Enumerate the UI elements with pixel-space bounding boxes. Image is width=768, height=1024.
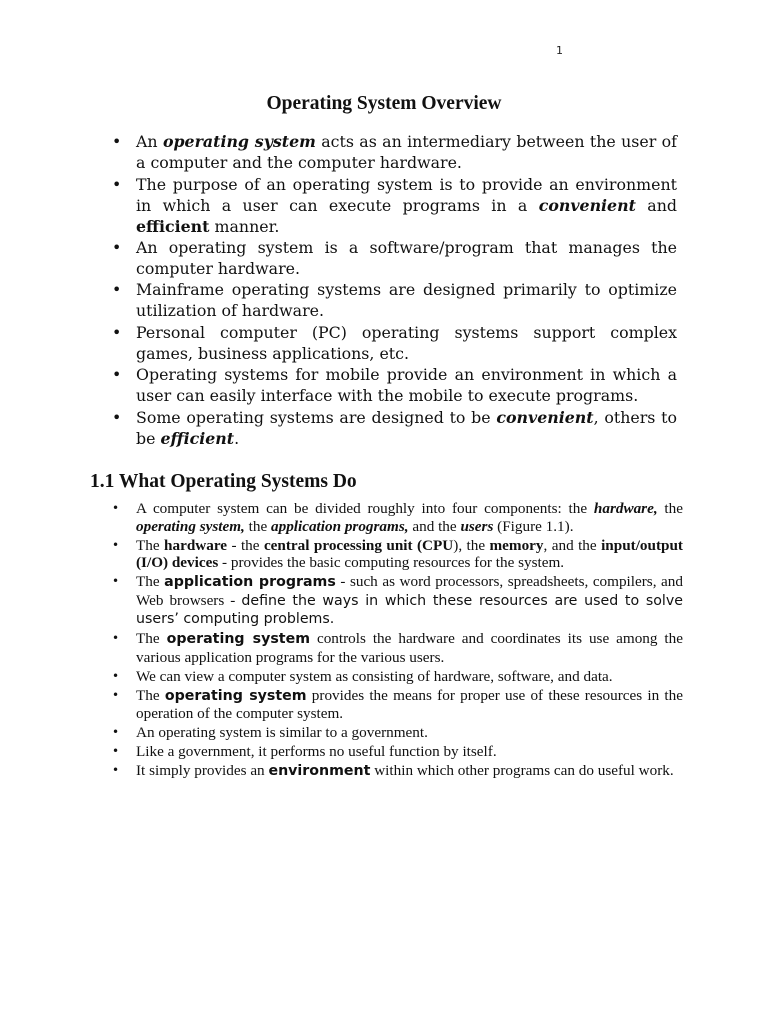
bullet-icon: • xyxy=(112,280,122,299)
bullet-icon: • xyxy=(112,322,122,342)
list-item: • The purpose of an operating system is to provide an environment in which a user can execute programs in a convenient and efficient manner. xyxy=(112,174,677,236)
bullet-icon: • xyxy=(112,763,120,778)
bullet-icon: • xyxy=(112,365,122,384)
bullet-icon: • xyxy=(112,668,120,683)
components-bullet-list xyxy=(112,500,683,782)
page-title: Operating System Overview xyxy=(266,93,502,114)
bullet-icon: • xyxy=(112,132,122,151)
list-item: • Mainframe operating systems are designed primarily to optimize utilization of hardware. xyxy=(112,280,677,320)
bullet-icon: • xyxy=(112,687,120,702)
bullet-icon: • xyxy=(112,537,120,552)
list-item: • Some operating systems are designed to be convenient, others to be efficient. xyxy=(112,407,677,448)
list-item: • A computer system can be divided roughly into four components: the hardware, the operating system, the application programs, and the users (Figure 1.1). xyxy=(112,500,683,535)
overview-bullet-list xyxy=(112,131,678,449)
section-heading: 1.1 What Operating Systems Do xyxy=(90,471,357,492)
list-item: • Like a government, it performs no useful function by itself. xyxy=(112,743,497,761)
list-item: • Operating systems for mobile provide an environment in which a user can easily interface with the mobile to execute programs. xyxy=(112,365,677,405)
bullet-icon: • xyxy=(112,725,120,740)
bullet-icon: • xyxy=(112,407,122,427)
bullet-icon: • xyxy=(112,238,122,257)
list-item: • An operating system is similar to a government. xyxy=(112,724,428,742)
list-item: • The operating system provides the means for proper use of these resources in the operation of the computer system. xyxy=(112,686,683,723)
page-number: 1 xyxy=(556,44,563,57)
list-item: • An operating system is a software/program that manages the computer hardware. xyxy=(112,238,677,278)
bullet-icon: • xyxy=(112,501,120,515)
list-item: • An operating system acts as an intermediary between the user of a computer and the computer hardware. xyxy=(112,132,678,172)
list-item: • The operating system controls the hardware and coordinates its use among the various application programs for the various users. xyxy=(112,630,683,666)
list-item: • It simply provides an environment within which other programs can do useful work. xyxy=(112,762,674,780)
list-item: • The hardware - the central processing unit (CPU), the memory, and the input/output (I/O) devices - provides the basic computing resources for the system. xyxy=(112,536,683,572)
list-item: • Personal computer (PC) operating systems support complex games, business applications, etc. xyxy=(112,322,677,363)
bullet-icon: • xyxy=(112,574,120,589)
bullet-icon: • xyxy=(112,174,122,194)
bullet-icon: • xyxy=(112,744,120,759)
list-item: • The application programs - such as word processors, spreadsheets, compilers, and Web browsers - define the ways in which these resources are used to solve users’ computing problems. xyxy=(112,573,683,628)
list-item: • We can view a computer system as consisting of hardware, software, and data. xyxy=(112,667,613,685)
bullet-icon: • xyxy=(112,631,120,646)
